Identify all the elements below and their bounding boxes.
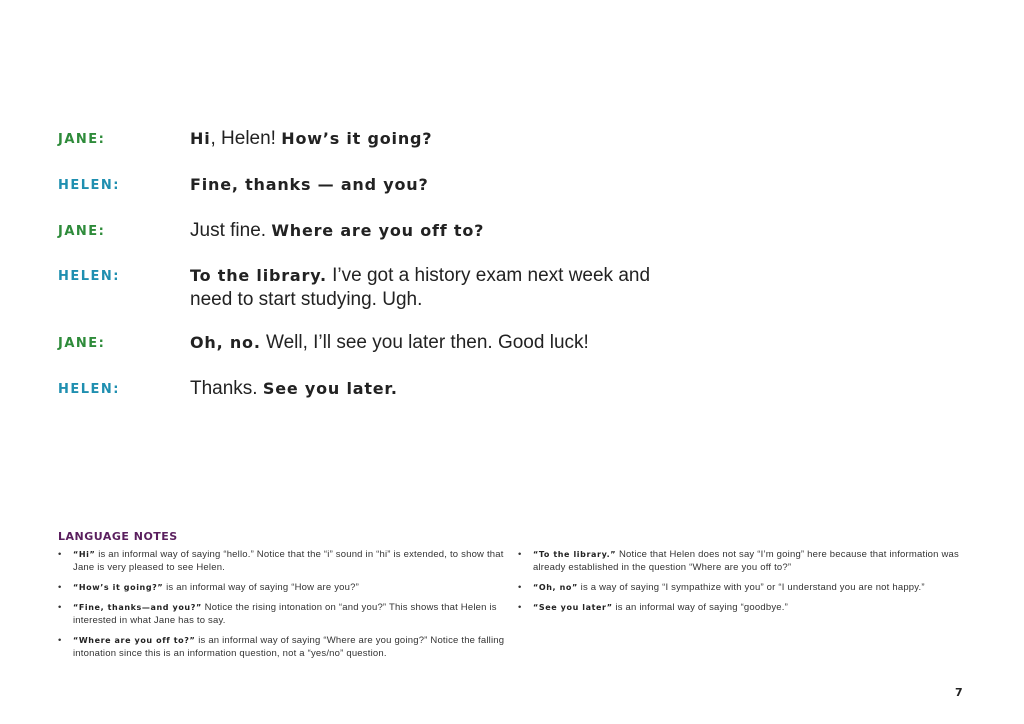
utterance xyxy=(190,331,660,355)
note-item xyxy=(518,601,968,614)
note-item xyxy=(58,634,508,660)
emphasis: How’s it going? xyxy=(281,129,433,148)
page-number: 7 xyxy=(955,686,963,699)
utterance-text: Just fine. xyxy=(190,220,272,241)
bullet: • xyxy=(518,582,522,593)
utterance xyxy=(190,173,660,197)
note-item xyxy=(58,581,508,594)
note-text: is an informal way of saying “hello.” Notice that the “i” sound in “hi” is extended, to show that Jane is very pleased to see Helen. xyxy=(73,549,504,573)
notes-column-left xyxy=(58,548,508,667)
bullet: • xyxy=(58,602,62,613)
note-term: “Hi” xyxy=(73,550,96,559)
note-term: “See you later” xyxy=(533,603,613,612)
utterance-text: Thanks. xyxy=(190,378,263,399)
speaker-label: JANE: xyxy=(58,132,106,147)
emphasis: Hi xyxy=(190,129,211,148)
bullet: • xyxy=(58,549,62,560)
note-term: “Fine, thanks—and you?” xyxy=(73,603,202,612)
speaker-label: JANE: xyxy=(58,336,106,351)
utterance-text: , Helen! xyxy=(210,128,282,149)
notes-column-right xyxy=(518,548,968,621)
speaker-label: JANE: xyxy=(58,224,106,239)
note-text: is an informal way of saying “How are you?” xyxy=(163,582,359,593)
note-term: “Oh, no” xyxy=(533,583,578,592)
note-item xyxy=(518,548,968,574)
bullet: • xyxy=(518,602,522,613)
emphasis: Oh, no. xyxy=(190,333,261,352)
utterance-text: I’ve got a history exam next week and need to start studying. Ugh. xyxy=(190,265,651,310)
utterance xyxy=(190,127,660,151)
note-term: “Where are you off to?” xyxy=(73,636,196,645)
note-item xyxy=(58,601,508,627)
note-text: is an informal way of saying “Where are you going?” Notice the falling intonation since this is an information question, not a “yes/no” question. xyxy=(73,635,505,659)
speaker-label: HELEN: xyxy=(58,178,121,193)
emphasis: Where are you off to? xyxy=(271,221,485,240)
utterance-text: Well, I’ll see you later then. Good luck! xyxy=(260,332,589,353)
bullet: • xyxy=(58,582,62,593)
utterance xyxy=(190,377,660,401)
speaker-label: HELEN: xyxy=(58,382,121,397)
note-text: Notice that Helen does not say “I’m going” here because that information was already established in the question “Where are you off to?” xyxy=(533,549,959,573)
emphasis: See you later. xyxy=(262,379,398,398)
note-term: “To the library.” xyxy=(533,550,617,559)
note-text: is an informal way of saying “goodbye.” xyxy=(612,602,788,613)
speaker-label: HELEN: xyxy=(58,269,121,284)
emphasis: Fine, thanks — and you? xyxy=(190,175,429,194)
note-text: is a way of saying “I sympathize with you” or “I understand you are not happy.” xyxy=(577,582,925,593)
bullet: • xyxy=(518,549,522,560)
language-notes-title: LANGUAGE NOTES xyxy=(58,530,178,543)
emphasis: To the library. xyxy=(190,266,327,285)
note-text: Notice the rising intonation on “and you?” This shows that Helen is interested in what Jane has to say. xyxy=(73,602,497,626)
note-term: “How’s it going?” xyxy=(73,583,164,592)
utterance xyxy=(190,264,660,312)
note-item xyxy=(58,548,508,574)
utterance xyxy=(190,219,660,243)
note-item xyxy=(518,581,968,594)
bullet: • xyxy=(58,635,62,646)
